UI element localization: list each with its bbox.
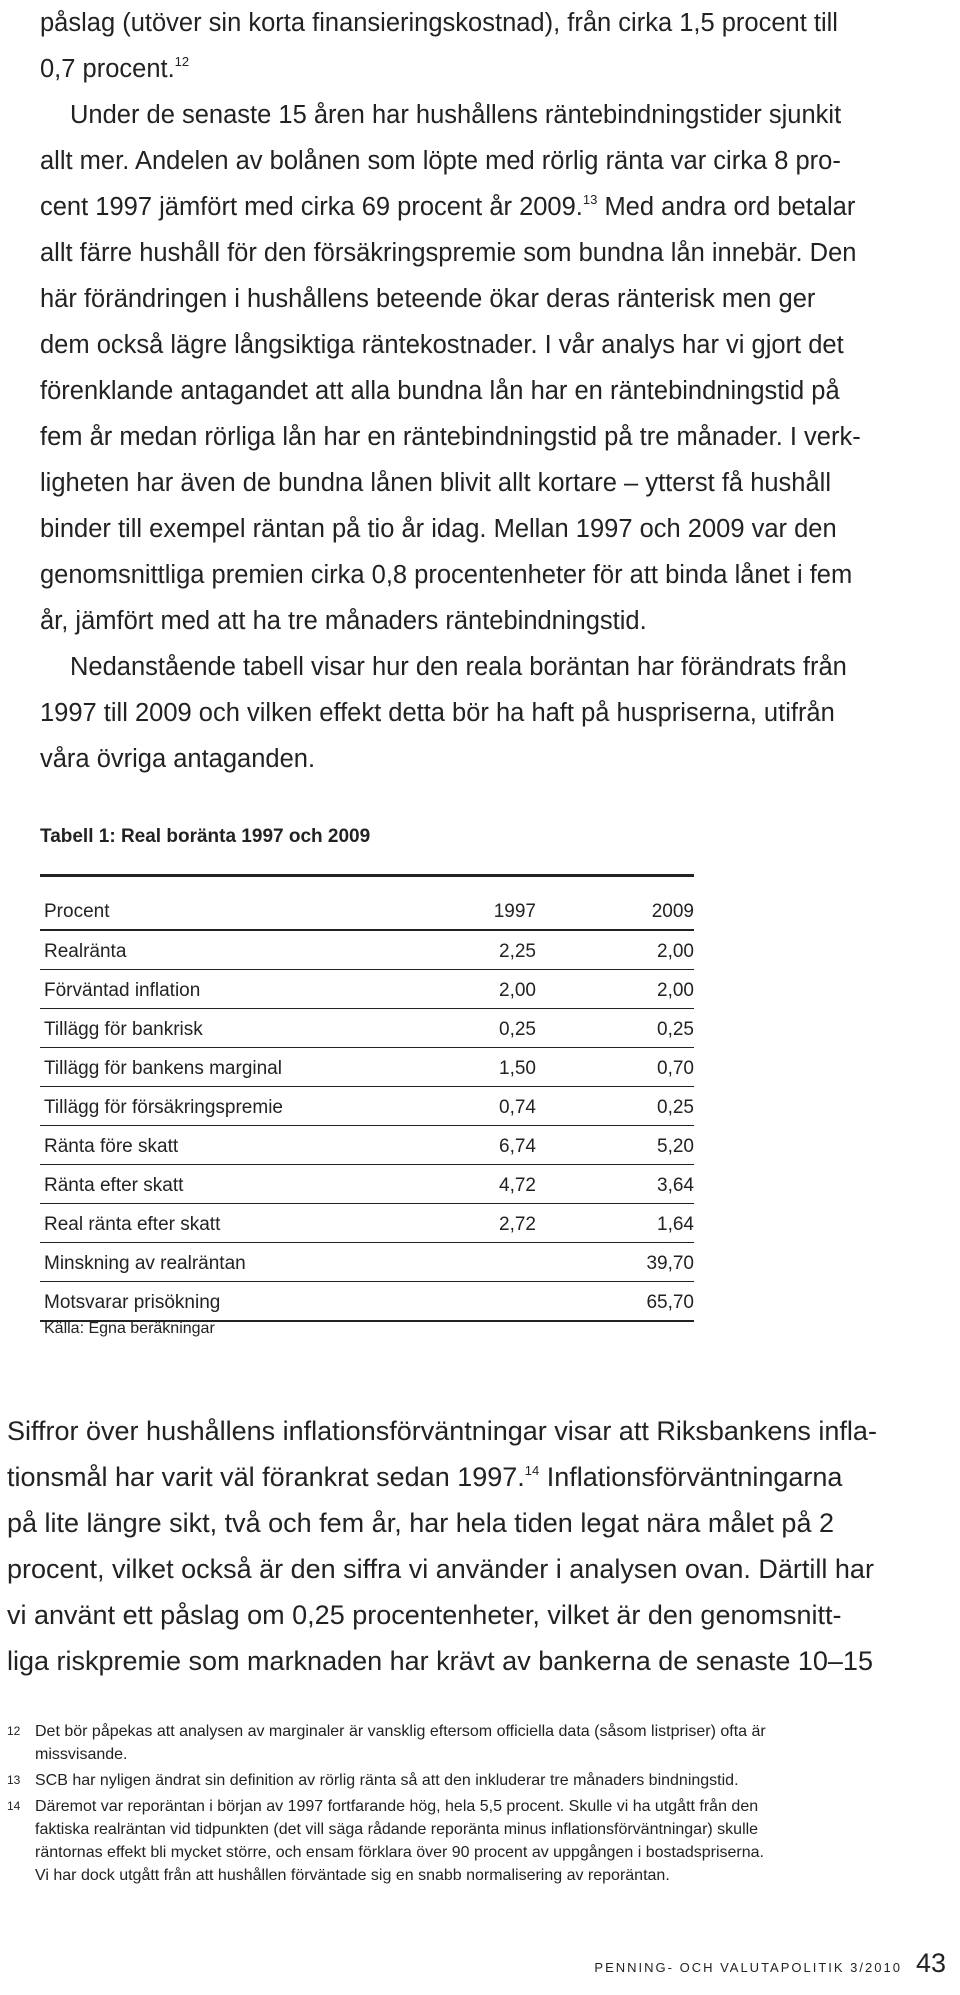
text-line: binder till exempel räntan på tio år idag. Mellan 1997 och 2009 var den [40, 515, 837, 543]
page-footer [594, 1948, 946, 1979]
table-header-row [40, 891, 694, 931]
text-line: påslag (utöver sin korta finansieringskostnad), från cirka 1,5 procent till [40, 9, 838, 37]
value-2009: 0,25 [657, 1097, 694, 1118]
table-row [40, 1165, 694, 1204]
footnote-line: faktiska realräntan vid tidpunkten (det vill säga rådande reporänta minus inflationsförväntningar) skulle [35, 1821, 759, 1838]
header-cell: 2009 [651, 901, 694, 922]
text-line: allt färre hushåll för den försäkringspremie som bundna lån innebär. Den [40, 239, 857, 267]
table-row [40, 1087, 694, 1126]
header-cell: Procent [44, 901, 110, 922]
text-line: Under de senaste 15 åren har hushållens räntebindningstider sjunkit [70, 101, 842, 129]
header-cell: 1997 [493, 901, 536, 922]
text-line: genomsnittliga premien cirka 0,8 procentenheter för att binda lånet i fem [40, 561, 853, 589]
value-2009: 1,64 [657, 1214, 694, 1235]
text-line: 0,7 procent.$^{12}$ [40, 54, 190, 83]
value-2009: 39,70 [646, 1253, 694, 1274]
value-1997: 2,00 [499, 980, 536, 1001]
text-line: Nedanstående tabell visar hur den reala boräntan har förändrats från [70, 653, 847, 681]
footnote-14 [7, 1795, 947, 1887]
value-2009: 3,64 [657, 1175, 694, 1196]
footnote-line: Det bör påpekas att analysen av marginaler är vansklig eftersom officiella data (såsom listpriser) ofta är [35, 1723, 766, 1740]
text-line: cent 1997 jämfört med cirka 69 procent år 2009.13 Med andra ord betalar [40, 192, 856, 221]
footnote-line: Vi har dock utgått från att hushållen förväntade sig en snabb normalisering av reporäntan. [35, 1867, 670, 1884]
text-line: vi använt ett påslag om 0,25 procentenheter, vilket är den genomsnitt- [7, 1600, 842, 1630]
row-label: Tillägg för försäkringspremie [44, 1097, 283, 1118]
value-2009: 0,70 [657, 1058, 694, 1079]
value-1997: 2,25 [499, 941, 536, 962]
footnote-number: 12 [7, 1724, 21, 1738]
table-row [40, 1282, 694, 1322]
table-row [40, 931, 694, 970]
row-label: Tillägg för bankens marginal [44, 1058, 282, 1079]
real-rate-table [40, 874, 694, 1322]
footnote-ref-14[interactable]: 14 [524, 1463, 540, 1478]
row-label: Minskning av realräntan [44, 1253, 246, 1274]
value-1997: 6,74 [499, 1136, 536, 1157]
footnote-line: räntornas effekt bli mycket större, och ensam förklara över 90 procent av uppgången i bostadspriserna. [35, 1844, 764, 1861]
footnotes [7, 1720, 947, 1890]
table-source: Källa: Egna beräkningar [44, 1320, 215, 1337]
body-paragraph-inflation [7, 1408, 947, 1684]
text-line: förenklande antagandet att alla bundna lån har en räntebindningstid på [40, 377, 840, 405]
value-2009: 2,00 [657, 980, 694, 1001]
intro-paragraph [40, 0, 920, 92]
value-2009: 0,25 [657, 1019, 694, 1040]
value-2009: 65,70 [646, 1292, 694, 1313]
value-1997: 2,72 [499, 1214, 536, 1235]
row-label: Motsvarar prisökning [44, 1292, 221, 1313]
row-label: Förväntad inflation [44, 980, 201, 1001]
value-1997: 0,25 [499, 1019, 536, 1040]
table-row [40, 970, 694, 1009]
value-1997: 1,50 [499, 1058, 536, 1079]
text-line: dem också lägre långsiktiga räntekostnader. I vår analys har vi gjort det [40, 331, 844, 359]
footnote-number: 14 [7, 1799, 21, 1813]
value-2009: 2,00 [657, 941, 694, 962]
footnote-line: SCB har nyligen ändrat sin definition av rörlig ränta så att den inkluderar tre månaders bindningstid. [35, 1772, 739, 1789]
footnote-line: missvisande. [35, 1746, 128, 1763]
value-1997: 0,74 [499, 1097, 536, 1118]
value-1997: 4,72 [499, 1175, 536, 1196]
footnote-ref-12[interactable]: 12 [174, 54, 190, 69]
value-2009: 5,20 [657, 1136, 694, 1157]
body-paragraph-rantebindning [40, 92, 920, 644]
footnote-line: Däremot var reporäntan i början av 1997 fortfarande hög, hela 5,5 procent. Skulle vi ha utgått från den [35, 1798, 759, 1815]
table-row [40, 1126, 694, 1165]
text-line: procent, vilket också är den siffra vi använder i analysen ovan. Därtill har [7, 1554, 874, 1584]
text-line: fem år medan rörliga lån har en räntebindningstid på tre månader. I verk- [40, 423, 861, 451]
text-line: här förändringen i hushållens beteende ökar deras ränterisk men ger [40, 285, 816, 313]
text-line: på lite längre sikt, två och fem år, har hela tiden legat nära målet på 2 [7, 1508, 834, 1538]
text-line: 1997 till 2009 och vilken effekt detta bör ha haft på huspriserna, utifrån [40, 699, 835, 727]
table-row [40, 1009, 694, 1048]
table-row [40, 1048, 694, 1087]
footnote-number: 13 [7, 1773, 21, 1787]
text-line: Siffror över hushållens inflationsförväntningar visar att Riksbankens infla- [7, 1416, 877, 1446]
footnote-12 [7, 1720, 947, 1766]
journal-name: PENNING- OCH VALUTAPOLITIK 3/2010 [594, 1960, 902, 1975]
text-line: våra övriga antaganden. [40, 745, 316, 773]
body-paragraph-table-intro [40, 644, 920, 782]
text-line: liga riskpremie som marknaden har krävt av bankerna de senaste 10–15 [7, 1646, 873, 1676]
row-label: Ränta efter skatt [44, 1175, 184, 1196]
text-line: ligheten har även de bundna lånen blivit allt kortare – ytterst få hushåll [40, 469, 831, 497]
text-line: år, jämfört med att ha tre månaders räntebindningstid. [40, 607, 647, 635]
text-line: tionsmål har varit väl förankrat sedan 1997.14 Inflationsförväntningarna [7, 1462, 843, 1492]
table-row [40, 1204, 694, 1243]
footnote-ref-13[interactable]: 13 [582, 192, 598, 207]
row-label: Realränta [44, 941, 127, 962]
row-label: Real ränta efter skatt [44, 1214, 221, 1235]
text-line: allt mer. Andelen av bolånen som löpte med rörlig ränta var cirka 8 pro- [40, 147, 841, 175]
table-row [40, 1243, 694, 1282]
table-title: Tabell 1: Real boränta 1997 och 2009 [40, 826, 371, 847]
table-top-rule [40, 874, 694, 877]
footnote-13 [7, 1769, 947, 1792]
row-label: Tillägg för bankrisk [44, 1019, 203, 1040]
row-label: Ränta före skatt [44, 1136, 179, 1157]
page-number: 43 [915, 1948, 946, 1978]
